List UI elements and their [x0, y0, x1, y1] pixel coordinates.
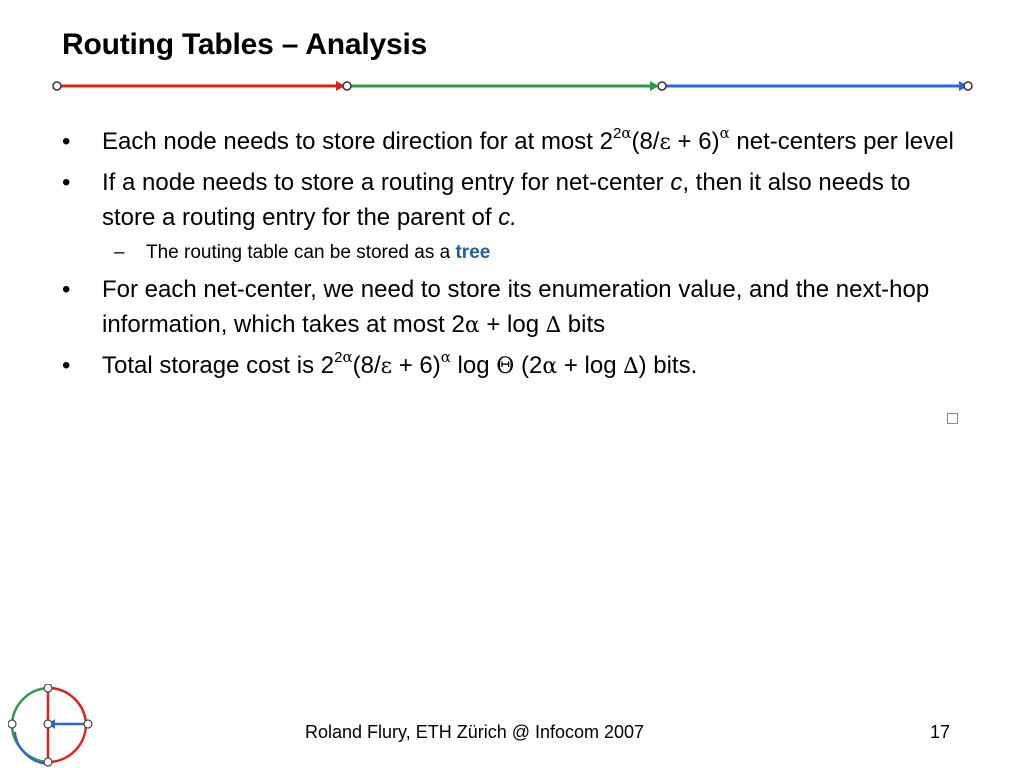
alpha-symbol: α — [621, 124, 632, 142]
bullet-text: + 6) — [670, 128, 720, 155]
epsilon-symbol: ε — [659, 130, 671, 155]
bullet-text: If a node needs to store a routing entry for net-center — [102, 169, 671, 196]
tree-highlight: tree — [455, 242, 491, 263]
sub-bullet-text: The routing table can be stored as a — [146, 242, 456, 263]
sub-bullet-marker: – — [114, 242, 125, 263]
bullet-text: For each net-center, we need to store its enumeration value, and the next-hop information, which takes at most 2 — [102, 276, 930, 338]
bullet-text: (8/ — [352, 352, 381, 379]
theta-symbol: Θ — [496, 354, 515, 379]
bullet-enumeration — [62, 272, 962, 343]
variable-c: c. — [498, 204, 517, 231]
bullet-total-cost — [62, 348, 962, 384]
bullet-text: , then it also needs to store a routing entry for the parent of — [102, 169, 911, 231]
eth-network-logo-icon — [8, 684, 100, 768]
alpha-symbol: α — [440, 348, 451, 366]
delta-symbol: ∆ — [623, 354, 639, 379]
bullet-marker: • — [62, 352, 71, 379]
alpha-symbol: α — [342, 348, 353, 366]
bullet-text: (2 — [514, 352, 543, 379]
bullet-list — [62, 124, 962, 389]
bullet-text: bits — [561, 311, 606, 338]
bullet-parent-entry — [62, 165, 962, 235]
page-number: 17 — [930, 722, 951, 742]
slide-title: Routing Tables – Analysis — [62, 28, 428, 61]
bullet-marker: • — [62, 128, 71, 155]
bullet-marker: • — [62, 276, 71, 303]
bullet-text: + log — [557, 352, 624, 379]
footer-text: Roland Flury, ETH Zürich @ Infocom 2007 — [305, 722, 645, 742]
variable-c: c — [670, 169, 683, 196]
bullet-text: net-centers per level — [729, 128, 954, 155]
delta-symbol: ∆ — [545, 313, 562, 338]
bullet-text: Each node needs to store direction for at most 2 — [102, 128, 613, 155]
title-divider-arrows — [0, 70, 1024, 102]
epsilon-symbol: ε — [380, 354, 393, 379]
bullet-marker: • — [62, 169, 71, 196]
exponent: 2 — [334, 349, 343, 366]
bullet-text: Total storage cost is 2 — [102, 352, 335, 379]
bullet-text: + 6) — [392, 352, 441, 379]
exponent: 2 — [612, 125, 622, 142]
bullet-text: log — [450, 352, 497, 379]
alpha-symbol: α — [542, 354, 558, 379]
bullet-text: ) bits. — [638, 352, 698, 379]
alpha-symbol: α — [464, 313, 480, 338]
sub-bullet-tree — [62, 238, 962, 268]
alpha-symbol: α — [719, 124, 730, 142]
bullet-node-storage — [62, 124, 962, 160]
bullet-text: (8/ — [631, 128, 660, 155]
bullet-text: + log — [479, 311, 546, 338]
empty-checkbox-icon — [947, 413, 958, 424]
